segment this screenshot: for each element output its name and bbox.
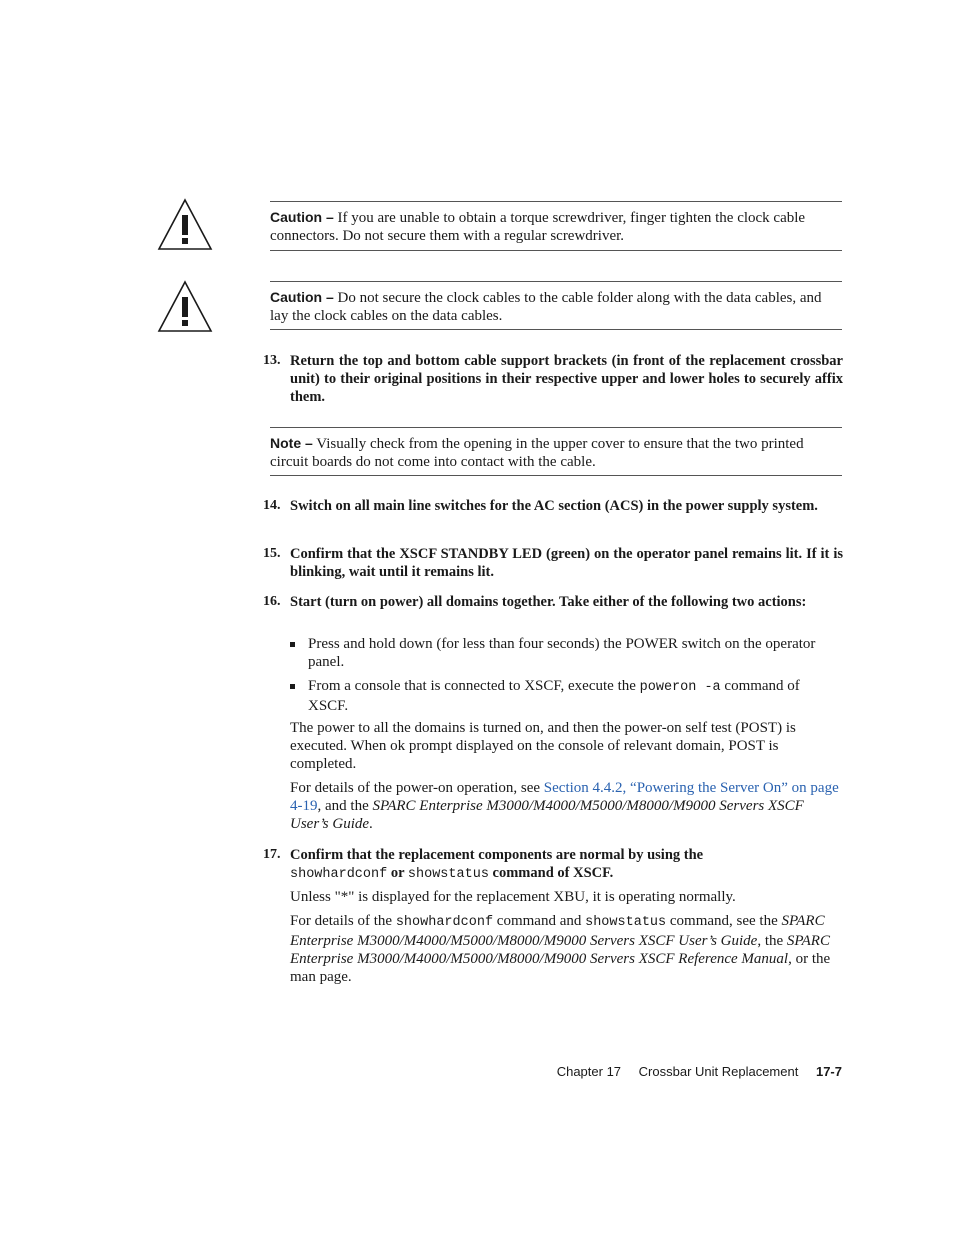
step-number: 14.: [263, 498, 281, 513]
caution-label: Caution –: [270, 209, 334, 225]
step-text: Confirm that the XSCF STANDBY LED (green) on the operator panel remains lit. If it is blinking, wait until it remains lit.: [290, 546, 843, 580]
command-code: showhardconf: [290, 867, 388, 882]
bullet-text: Press and hold down (for less than four seconds) the POWER switch on the operator panel.: [308, 636, 816, 670]
step-14: [263, 497, 843, 515]
bullet-square-icon: [290, 684, 295, 689]
step-text: Return the top and bottom cable support brackets (in front of the replacement crossbar unit) to their original positions in their respective upper and lower holes to securely affix them.: [290, 353, 843, 405]
book-title: SPARC Enterprise M3000/M4000/M5000/M8000/M9000 Servers XSCF User’s Guide: [290, 913, 825, 949]
paragraph: For details of the power-on operation, see Section 4.4.2, “Powering the Server On” on page 4-19, and the SPARC Enterprise M3000/M4000/M5000/M8000/M9000 Servers XSCF User’s Guide.: [290, 780, 839, 832]
caution-label: Caution –: [270, 289, 334, 305]
footer-title: Crossbar Unit Replacement: [638, 1064, 799, 1079]
step-17: [263, 846, 843, 884]
step-text: Confirm that the replacement components are normal by using the showhardconf or showstatus command of XSCF.: [290, 847, 704, 882]
step-16: [263, 593, 843, 611]
paragraph: For details of the showhardconf command and showstatus command, see the SPARC Enterprise M3000/M4000/M5000/M8000/M9000 Servers XSCF User’s Guide, the SPARC Enterprise M3000/M4000/M5000/M8000/M9000 Servers XSCF Reference Manual, or the man page.: [290, 913, 831, 985]
step-number: 17.: [263, 847, 281, 862]
step-13: [263, 352, 843, 406]
section-link[interactable]: Section 4.4.2, “Powering the Server On” on page 4-19: [290, 780, 839, 814]
command-code: showhardconf: [395, 915, 494, 930]
caution-text: Do not secure the clock cables to the cable folder along with the data cables, and lay the clock cables on the data cables.: [270, 290, 822, 324]
warning-icon: [157, 280, 213, 332]
command-code: showstatus: [407, 867, 489, 882]
bullet-text: From a console that is connected to XSCF, execute the poweron -a command of XSCF.: [308, 678, 800, 714]
bullet-item: [290, 677, 842, 715]
paragraph: The power to all the domains is turned on, and then the power-on self test (POST) is executed. When ok prompt displayed on the console of relevant domain, POST is completed.: [290, 720, 796, 772]
step-15: [263, 545, 843, 581]
step-text: Start (turn on power) all domains together. Take either of the following two actions:: [290, 594, 807, 610]
caution-box-1: [270, 201, 842, 251]
step-number: 13.: [263, 353, 281, 368]
paragraph: Unless "*" is displayed for the replacement XBU, it is operating normally.: [290, 889, 736, 905]
step-text: Switch on all main line switches for the AC section (ACS) in the power supply system.: [290, 498, 818, 514]
command-code: showstatus: [585, 915, 667, 930]
bullet-square-icon: [290, 642, 295, 647]
book-title: SPARC Enterprise M3000/M4000/M5000/M8000/M9000 Servers XSCF User’s Guide: [290, 798, 804, 832]
step-number: 16.: [263, 594, 281, 609]
caution-text: If you are unable to obtain a torque screwdriver, finger tighten the clock cable connectors. Do not secure them with a regular screwdriver.: [270, 210, 806, 244]
warning-icon: [157, 198, 213, 250]
bullet-item: [290, 635, 842, 671]
caution-box-2: [270, 281, 842, 330]
note-box: [270, 427, 842, 476]
page-number: 17-7: [815, 1064, 842, 1079]
note-text: Visually check from the opening in the upper cover to ensure that the two printed circuit boards do not come into contact with the cable.: [270, 436, 804, 470]
footer-chapter: Chapter 17: [556, 1064, 622, 1079]
page-footer: [543, 1063, 842, 1081]
step-number: 15.: [263, 546, 281, 561]
command-code: poweron -a: [639, 680, 721, 695]
note-label: Note –: [270, 435, 313, 451]
book-title: SPARC Enterprise M3000/M4000/M5000/M8000/M9000 Servers XSCF Reference Manual: [290, 933, 830, 967]
